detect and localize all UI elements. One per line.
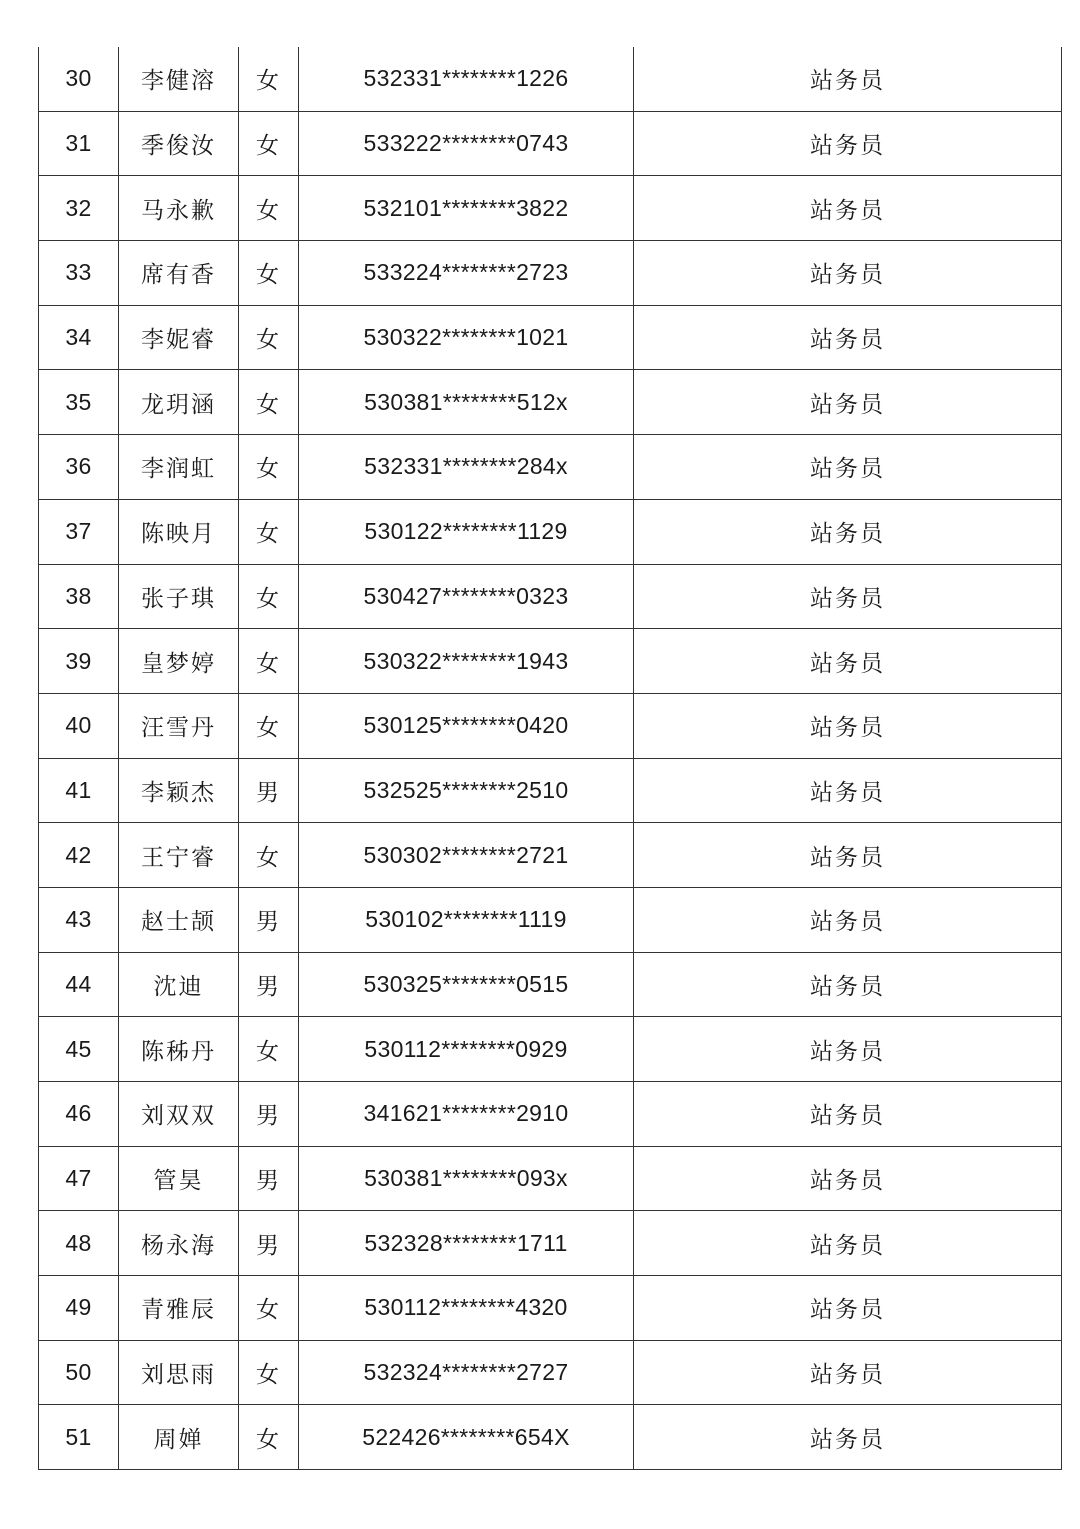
roster-table-body (39, 47, 1062, 1470)
position-cell: 站务员 (634, 305, 1062, 370)
person-name-cell: 马永歉 (119, 176, 239, 241)
table-row (39, 564, 1062, 629)
row-number-cell: 32 (39, 176, 119, 241)
id-number-cell: 530302********2721 (299, 823, 634, 888)
row-number-cell: 48 (39, 1211, 119, 1276)
person-name-cell: 青雅辰 (119, 1276, 239, 1341)
gender-cell: 男 (239, 1211, 299, 1276)
row-number-cell: 36 (39, 435, 119, 500)
gender-cell: 男 (239, 758, 299, 823)
table-row (39, 823, 1062, 888)
table-row (39, 1211, 1062, 1276)
id-number-cell: 522426********654X (299, 1405, 634, 1470)
table-row (39, 1082, 1062, 1147)
row-number-cell: 39 (39, 629, 119, 694)
row-number-cell: 49 (39, 1276, 119, 1341)
person-name-cell: 沈迪 (119, 952, 239, 1017)
position-cell: 站务员 (634, 111, 1062, 176)
gender-cell: 女 (239, 629, 299, 694)
person-name-cell: 李妮睿 (119, 305, 239, 370)
position-cell: 站务员 (634, 1211, 1062, 1276)
person-name-cell: 李颖杰 (119, 758, 239, 823)
row-number-cell: 38 (39, 564, 119, 629)
table-row (39, 241, 1062, 306)
person-name-cell: 刘思雨 (119, 1340, 239, 1405)
row-number-cell: 44 (39, 952, 119, 1017)
position-cell: 站务员 (634, 758, 1062, 823)
row-number-cell: 37 (39, 499, 119, 564)
table-row (39, 435, 1062, 500)
gender-cell: 男 (239, 952, 299, 1017)
person-name-cell: 周婵 (119, 1405, 239, 1470)
row-number-cell: 46 (39, 1082, 119, 1147)
gender-cell: 女 (239, 1017, 299, 1082)
id-number-cell: 530322********1943 (299, 629, 634, 694)
gender-cell: 男 (239, 887, 299, 952)
table-row (39, 758, 1062, 823)
row-number-cell: 35 (39, 370, 119, 435)
id-number-cell: 533224********2723 (299, 241, 634, 306)
table-row (39, 1405, 1062, 1470)
id-number-cell: 532101********3822 (299, 176, 634, 241)
gender-cell: 女 (239, 47, 299, 111)
id-number-cell: 530112********4320 (299, 1276, 634, 1341)
position-cell: 站务员 (634, 241, 1062, 306)
row-number-cell: 43 (39, 887, 119, 952)
row-number-cell: 34 (39, 305, 119, 370)
position-cell: 站务员 (634, 564, 1062, 629)
id-number-cell: 532324********2727 (299, 1340, 634, 1405)
table-row (39, 1276, 1062, 1341)
person-name-cell: 李健溶 (119, 47, 239, 111)
id-number-cell: 530125********0420 (299, 693, 634, 758)
gender-cell: 女 (239, 111, 299, 176)
id-number-cell: 532328********1711 (299, 1211, 634, 1276)
position-cell: 站务员 (634, 887, 1062, 952)
person-name-cell: 李润虹 (119, 435, 239, 500)
id-number-cell: 530102********1119 (299, 887, 634, 952)
position-cell: 站务员 (634, 1405, 1062, 1470)
person-name-cell: 汪雪丹 (119, 693, 239, 758)
id-number-cell: 530381********512x (299, 370, 634, 435)
id-number-cell: 530322********1021 (299, 305, 634, 370)
row-number-cell: 42 (39, 823, 119, 888)
table-row (39, 693, 1062, 758)
table-row (39, 952, 1062, 1017)
row-number-cell: 51 (39, 1405, 119, 1470)
table-row (39, 370, 1062, 435)
row-number-cell: 47 (39, 1146, 119, 1211)
gender-cell: 女 (239, 370, 299, 435)
position-cell: 站务员 (634, 435, 1062, 500)
position-cell: 站务员 (634, 176, 1062, 241)
row-number-cell: 40 (39, 693, 119, 758)
gender-cell: 女 (239, 1340, 299, 1405)
position-cell: 站务员 (634, 1276, 1062, 1341)
row-number-cell: 31 (39, 111, 119, 176)
gender-cell: 女 (239, 499, 299, 564)
roster-table (38, 47, 1062, 1470)
id-number-cell: 530427********0323 (299, 564, 634, 629)
gender-cell: 女 (239, 823, 299, 888)
table-row (39, 1340, 1062, 1405)
table-row (39, 111, 1062, 176)
row-number-cell: 30 (39, 47, 119, 111)
position-cell: 站务员 (634, 1017, 1062, 1082)
id-number-cell: 532331********1226 (299, 47, 634, 111)
id-number-cell: 530325********0515 (299, 952, 634, 1017)
position-cell: 站务员 (634, 499, 1062, 564)
person-name-cell: 刘双双 (119, 1082, 239, 1147)
person-name-cell: 季俊汝 (119, 111, 239, 176)
table-row (39, 499, 1062, 564)
position-cell: 站务员 (634, 823, 1062, 888)
person-name-cell: 管昊 (119, 1146, 239, 1211)
id-number-cell: 530112********0929 (299, 1017, 634, 1082)
row-number-cell: 45 (39, 1017, 119, 1082)
position-cell: 站务员 (634, 1082, 1062, 1147)
id-number-cell: 532525********2510 (299, 758, 634, 823)
roster-table-sheet (38, 47, 1061, 1470)
row-number-cell: 41 (39, 758, 119, 823)
person-name-cell: 席有香 (119, 241, 239, 306)
gender-cell: 女 (239, 241, 299, 306)
id-number-cell: 533222********0743 (299, 111, 634, 176)
table-row (39, 1017, 1062, 1082)
person-name-cell: 陈映月 (119, 499, 239, 564)
gender-cell: 女 (239, 1405, 299, 1470)
gender-cell: 女 (239, 435, 299, 500)
position-cell: 站务员 (634, 1340, 1062, 1405)
gender-cell: 女 (239, 564, 299, 629)
table-row (39, 305, 1062, 370)
table-row (39, 176, 1062, 241)
id-number-cell: 530381********093x (299, 1146, 634, 1211)
person-name-cell: 王宁睿 (119, 823, 239, 888)
table-row (39, 887, 1062, 952)
gender-cell: 男 (239, 1146, 299, 1211)
gender-cell: 女 (239, 1276, 299, 1341)
gender-cell: 女 (239, 693, 299, 758)
gender-cell: 男 (239, 1082, 299, 1147)
position-cell: 站务员 (634, 1146, 1062, 1211)
person-name-cell: 杨永海 (119, 1211, 239, 1276)
person-name-cell: 龙玥涵 (119, 370, 239, 435)
position-cell: 站务员 (634, 629, 1062, 694)
position-cell: 站务员 (634, 47, 1062, 111)
row-number-cell: 50 (39, 1340, 119, 1405)
person-name-cell: 陈秭丹 (119, 1017, 239, 1082)
id-number-cell: 532331********284x (299, 435, 634, 500)
position-cell: 站务员 (634, 952, 1062, 1017)
person-name-cell: 张子琪 (119, 564, 239, 629)
row-number-cell: 33 (39, 241, 119, 306)
table-row (39, 629, 1062, 694)
gender-cell: 女 (239, 176, 299, 241)
person-name-cell: 赵士颉 (119, 887, 239, 952)
position-cell: 站务员 (634, 370, 1062, 435)
id-number-cell: 341621********2910 (299, 1082, 634, 1147)
id-number-cell: 530122********1129 (299, 499, 634, 564)
table-row (39, 47, 1062, 111)
gender-cell: 女 (239, 305, 299, 370)
person-name-cell: 皇梦婷 (119, 629, 239, 694)
position-cell: 站务员 (634, 693, 1062, 758)
table-row (39, 1146, 1062, 1211)
